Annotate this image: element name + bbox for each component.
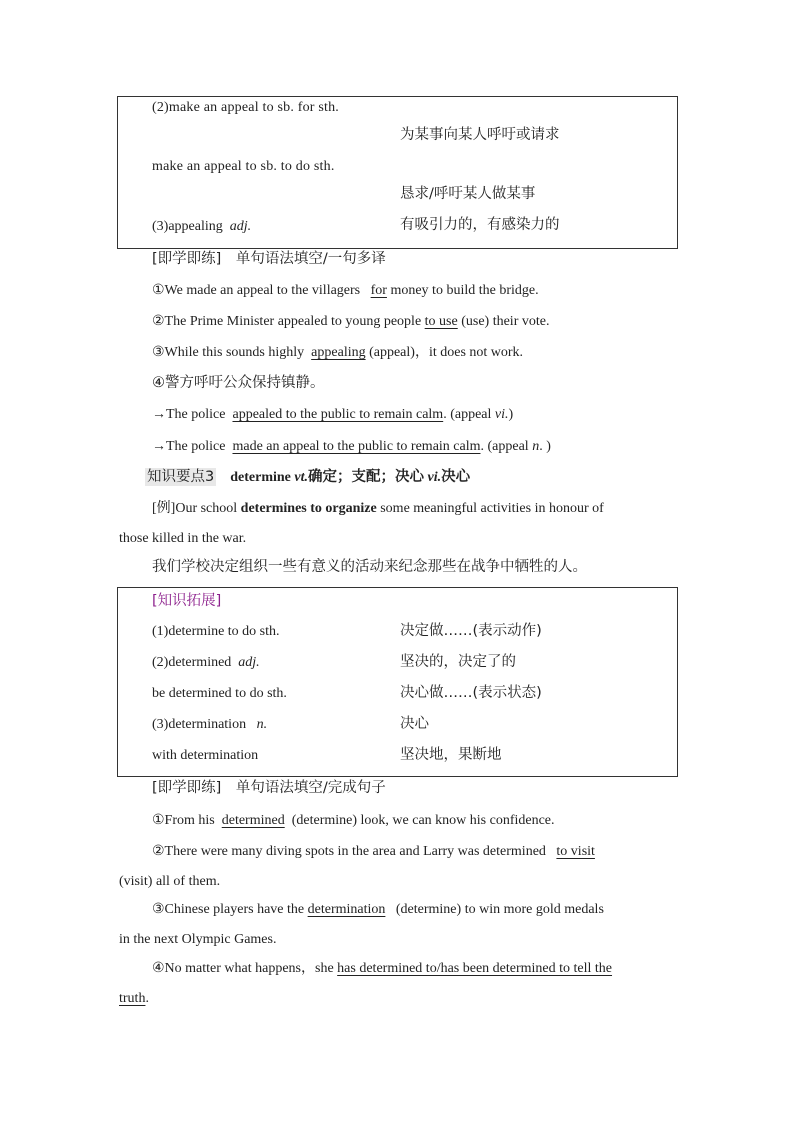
practice1-heading: [即学即练] 单句语法填空/一句多译: [152, 251, 386, 267]
box2-row1-en: (1)determine to do sth.: [152, 624, 280, 639]
box2-row2-zh: 坚决的，决定了的: [400, 654, 516, 670]
box2-row5-en: with determination: [152, 748, 259, 763]
practice2-q3: ③Chinese players have the determination (determine) to win more gold medals: [152, 902, 604, 917]
box1-row3-zh: 有吸引力的，有感染力的: [400, 217, 560, 233]
box1-row2-zh: 恳求/呼吁某人做某事: [400, 186, 536, 202]
practice2-q3-line2: in the next Olympic Games.: [119, 932, 277, 947]
box2-row1-zh: 决定做……(表示动作): [400, 623, 542, 639]
box2-row5-zh: 坚决地，果断地: [400, 747, 502, 763]
box2-row3-en: be determined to do sth.: [152, 686, 287, 701]
box1-row2-en: make an appeal to sb. to do sth.: [152, 159, 335, 174]
example-translation: 我们学校决定组织一些有意义的活动来纪念那些在战争中牺牲的人。: [152, 559, 587, 575]
practice1-sentence4: ④警方呼吁公众保持镇静。: [152, 375, 325, 391]
practice1-sentence5: →The police appealed to the public to remain calm. (appeal vi.): [152, 407, 514, 422]
example-line1: [例]Our school determines to organize some meaningful activities in honour of: [152, 501, 604, 516]
box2-title: [知识拓展]: [152, 593, 222, 609]
box1-row1-en: (2)make an appeal to sb. for sth.: [152, 100, 339, 115]
box2-row2-en: (2)determined adj.: [152, 655, 260, 670]
practice2-q2: ②There were many diving spots in the area and Larry was determined to visit: [152, 844, 595, 859]
box2-row4-zh: 决心: [400, 716, 429, 732]
practice2-q4: ④No matter what happens，she has determined to/has been determined to tell the: [152, 961, 613, 976]
box1-row3-en: (3)appealing adj.: [152, 219, 252, 234]
practice2-q1: ①From his determined (determine) look, we can know his confidence.: [152, 813, 555, 828]
knowledge-point-heading: 知识要点3 determine vt.确定；支配；决心 vi.决心: [147, 469, 471, 485]
example-line2: those killed in the war.: [119, 531, 247, 546]
practice1-sentence2: ②The Prime Minister appealed to young people to use (use) their vote.: [152, 314, 550, 329]
knowledge-point-tag: 知识要点3: [147, 469, 215, 485]
practice1-sentence6: →The police made an appeal to the public to remain calm. (appeal n. ): [152, 439, 551, 454]
practice1-sentence1: ①We made an appeal to the villagers for money to build the bridge.: [152, 283, 539, 298]
practice2-q4-line2: truth.: [119, 991, 149, 1006]
practice1-sentence3: ③While this sounds highly appealing (appeal)，it does not work.: [152, 345, 524, 360]
box2-row3-zh: 决心做……(表示状态): [400, 685, 542, 701]
box2-row4-en: (3)determination n.: [152, 717, 268, 732]
practice2-q2-line2: (visit) all of them.: [119, 874, 221, 889]
practice2-heading: [即学即练] 单句语法填空/完成句子: [152, 780, 386, 796]
box1-row1-zh: 为某事向某人呼吁或请求: [400, 127, 560, 143]
